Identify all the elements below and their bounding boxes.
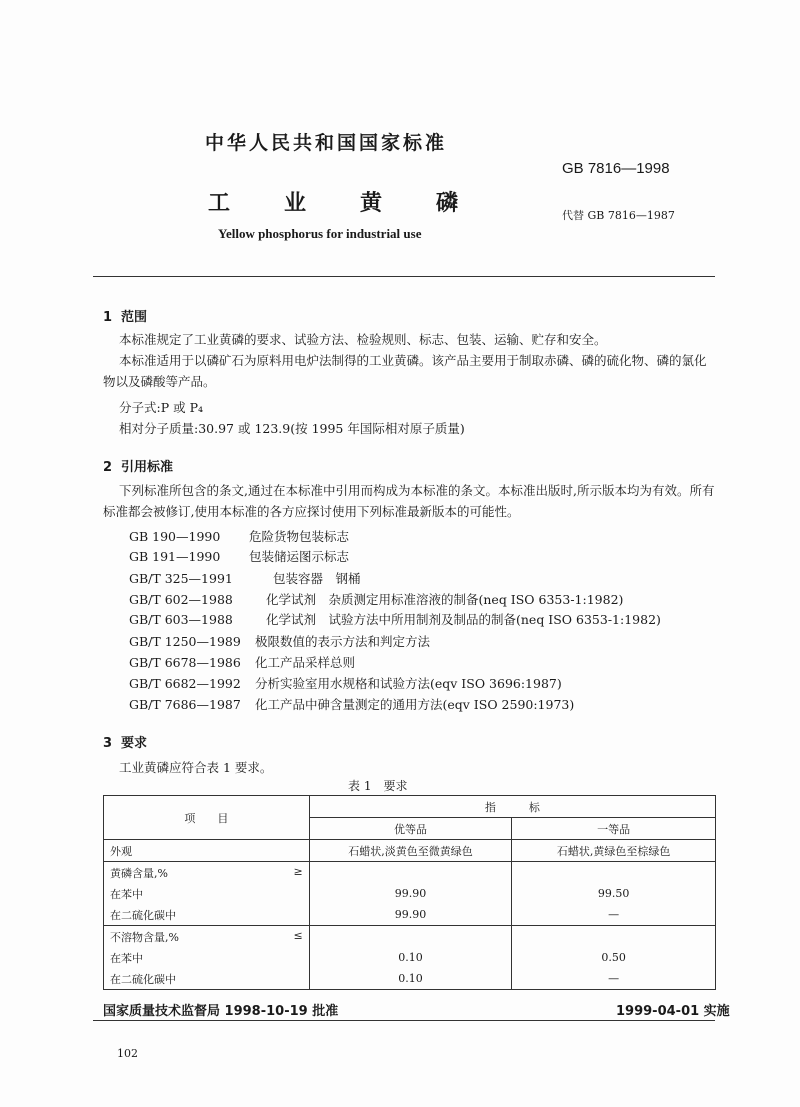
paragraph: 本标准规定了工业黄磷的要求、试验方法、检验规则、标志、包装、运输、贮存和安全。	[119, 332, 607, 347]
paragraph: 本标准适用于以磷矿石为原料用电炉法制得的工业黄磷。该产品主要用于制取赤磷、磷的硫化物、磷的氯化物以及磷酸等产品。	[103, 353, 707, 389]
header-item: 项 目	[104, 796, 310, 840]
reference-item	[129, 632, 430, 650]
header-first: 一等品	[512, 818, 716, 840]
row-label: 在二硫化碳中	[104, 904, 310, 926]
standard-code: GB 7816—1998	[562, 160, 670, 177]
reference-code: GB 190—1990	[129, 529, 221, 544]
cell-premium	[309, 926, 512, 948]
page-number: 102	[117, 1047, 138, 1060]
replaces-note: 代替 GB 7816—1987	[562, 209, 675, 222]
reference-item	[129, 610, 661, 628]
row-label-text: 黄磷含量,%	[110, 866, 168, 880]
document-title	[208, 186, 512, 217]
requirements-table	[103, 795, 716, 990]
reference-title: 化工产品采样总则	[255, 655, 356, 670]
cell-premium: 0.10	[309, 947, 512, 968]
header-premium: 优等品	[309, 818, 512, 840]
cell-first	[512, 862, 716, 884]
english-title: Yellow phosphorus for industrial use	[218, 226, 422, 241]
reference-code: GB/T 603—1988	[129, 612, 233, 627]
cell-first: 石蜡状,黄绿色至棕绿色	[512, 840, 716, 862]
section-heading	[103, 456, 173, 475]
table-row	[104, 926, 716, 948]
org-title: 中华人民共和国国家标准	[205, 132, 448, 154]
table-row	[104, 883, 716, 904]
reference-code: GB/T 602—1988	[129, 592, 233, 607]
header-index: 指 标	[309, 796, 715, 818]
title-char: 业	[284, 191, 307, 216]
table-row	[104, 862, 716, 884]
section-title: 要求	[121, 736, 148, 751]
cell-premium: 99.90	[309, 904, 512, 926]
title-char: 黄	[360, 191, 383, 216]
header-divider	[93, 276, 715, 277]
reference-title: 分析实验室用水规格和试验方法(eqv ISO 3696:1987)	[255, 676, 562, 691]
row-label: 外观	[104, 840, 310, 862]
molecular-formula: 分子式:P 或 P₄	[119, 400, 203, 415]
reference-code: GB/T 1250—1989	[129, 634, 241, 649]
title-char: 磷	[436, 191, 459, 216]
table-row	[104, 904, 716, 926]
row-label: 在二硫化碳中	[104, 968, 310, 990]
section-number: 3	[103, 736, 113, 751]
approval-note: 国家质量技术监督局 1998-10-19 批准	[103, 1004, 339, 1019]
reference-code: GB 191—1990	[129, 549, 221, 564]
cell-first	[512, 926, 716, 948]
comparison-sign: ≥	[293, 864, 303, 878]
reference-code: GB/T 6678—1986	[129, 655, 241, 670]
reference-title: 危险货物包装标志	[249, 529, 350, 544]
cell-premium: 99.90	[309, 883, 512, 904]
title-char: 工	[208, 191, 231, 216]
table-row	[104, 840, 716, 862]
reference-title: 化学试剂 试验方法中所用制剂及制品的制备(neq ISO 6353-1:1982)	[266, 612, 661, 627]
row-label	[104, 862, 310, 884]
cell-premium: 0.10	[309, 968, 512, 990]
paragraph: 工业黄磷应符合表 1 要求。	[119, 760, 273, 775]
reference-item	[129, 569, 361, 587]
section-heading	[103, 306, 147, 325]
section-heading	[103, 732, 147, 751]
reference-item	[129, 674, 562, 692]
table-header-row	[104, 796, 716, 818]
row-label: 在苯中	[104, 883, 310, 904]
cell-first: 99.50	[512, 883, 716, 904]
reference-title: 包装储运图示标志	[249, 549, 350, 564]
reference-item	[129, 653, 355, 671]
reference-code: GB/T 7686—1987	[129, 697, 241, 712]
row-label: 在苯中	[104, 947, 310, 968]
reference-title: 包装容器 钢桶	[273, 571, 361, 586]
reference-item	[129, 695, 574, 713]
row-label	[104, 926, 310, 948]
table-row	[104, 968, 716, 990]
section-title: 引用标准	[121, 460, 174, 475]
section-number: 1	[103, 310, 113, 325]
reference-title: 化学试剂 杂质测定用标准溶液的制备(neq ISO 6353-1:1982)	[266, 592, 624, 607]
cell-first: —	[512, 904, 716, 926]
cell-premium	[309, 862, 512, 884]
table-caption: 表 1 要求	[348, 779, 408, 793]
table-row	[104, 947, 716, 968]
section-number: 2	[103, 460, 113, 475]
reference-title: 极限数值的表示方法和判定方法	[255, 634, 431, 649]
cell-first: —	[512, 968, 716, 990]
effective-date: 1999-04-01 实施	[616, 1004, 730, 1019]
cell-first: 0.50	[512, 947, 716, 968]
reference-code: GB/T 6682—1992	[129, 676, 241, 691]
section-title: 范围	[121, 310, 148, 325]
reference-title: 化工产品中砷含量测定的通用方法(eqv ISO 2590:1973)	[255, 697, 575, 712]
row-label-text: 不溶物含量,%	[110, 930, 179, 944]
molecular-mass: 相对分子质量:30.97 或 123.9(按 1995 年国际相对原子质量)	[119, 421, 465, 436]
footer-divider	[93, 1020, 715, 1021]
reference-item	[129, 527, 349, 545]
paragraph: 下列标准所包含的条文,通过在本标准中引用而构成为本标准的条文。本标准出版时,所示版本均为有效。所有标准都会被修订,使用本标准的各方应探讨使用下列标准最新版本的可能性。	[103, 483, 715, 519]
reference-item	[129, 547, 349, 565]
reference-item	[129, 590, 623, 608]
cell-premium: 石蜡状,淡黄色至微黄绿色	[309, 840, 512, 862]
comparison-sign: ≤	[293, 928, 303, 942]
reference-code: GB/T 325—1991	[129, 571, 233, 586]
